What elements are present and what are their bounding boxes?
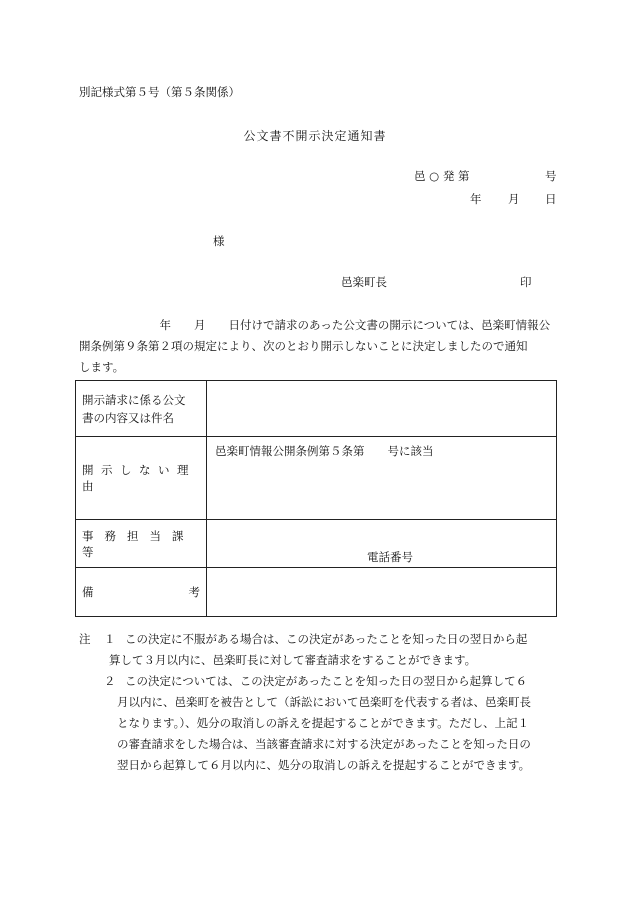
document-number-suffix: 号 xyxy=(545,169,557,183)
note-line: となります。）、処分の取消しの訴えを提起することができます。ただし、上記１ xyxy=(117,716,530,730)
notes-section xyxy=(79,629,559,776)
note-text xyxy=(109,629,559,671)
note-item xyxy=(79,671,559,776)
note-item xyxy=(79,629,559,671)
reason-value-cell xyxy=(207,437,557,520)
document-number-prefix: 邑 ○ 発 第 xyxy=(414,169,470,183)
subject-value-cell xyxy=(207,381,557,437)
reason-header-text: 開示しない理由 xyxy=(82,463,196,493)
office-value-cell xyxy=(207,520,557,568)
notice-body-line: します。 xyxy=(79,360,125,374)
remarks-header-cell xyxy=(76,568,207,617)
table-row xyxy=(76,381,557,437)
office-header-text: 事務担当課等 xyxy=(82,528,195,559)
note-line: 月以内に、邑楽町を被告として（訴訟において邑楽町を代表する者は、邑楽町長 xyxy=(117,695,531,709)
remarks-header-left: 備 xyxy=(82,585,94,599)
subject-header-line xyxy=(82,391,200,409)
seal-mark: 印 xyxy=(520,275,532,289)
date-day: 日 xyxy=(545,192,557,206)
table-row xyxy=(76,568,557,617)
phone-number-label: 電話番号 xyxy=(367,550,413,564)
notes-label: 注 xyxy=(79,632,91,646)
note-number: １ xyxy=(104,632,116,646)
document-title: 公文書不開示決定通知書 xyxy=(243,129,387,143)
note-line: 算して３月以内に、邑楽町長に対して審査請求をすることができます。 xyxy=(109,653,477,667)
note-text xyxy=(117,671,559,776)
date-month: 月 xyxy=(508,192,520,206)
notice-body-line: 開条例第９条第２項の規定により、次のとおり開示しないことに決定しましたので通知 xyxy=(79,339,528,353)
reason-value-text: 邑楽町情報公開条例第５条第 号に該当 xyxy=(215,444,434,458)
form-identifier: 別記様式第５号（第５条関係） xyxy=(79,85,240,99)
table-row xyxy=(76,437,557,520)
addressee-honorific: 様 xyxy=(213,234,225,248)
subject-header-line xyxy=(82,409,200,427)
note-number: ２ xyxy=(104,674,116,688)
notice-details-table xyxy=(75,380,557,617)
note-line: の審査請求をした場合は、当該審査請求に対する決定があったことを知った日の xyxy=(117,737,531,751)
office-header-cell xyxy=(76,520,207,568)
sender-title: 邑楽町長 xyxy=(341,275,387,289)
note-line: この決定に不服がある場合は、この決定があったことを知った日の翌日から起 xyxy=(125,632,528,646)
subject-header-text: 開示請求に係る公文 xyxy=(82,392,186,407)
remarks-header-right: 考 xyxy=(188,585,200,599)
subject-header-cell xyxy=(76,381,207,437)
note-line: 翌日から起算して６月以内に、処分の取消しの訴えを提起することができます。 xyxy=(117,758,531,772)
reason-header-cell xyxy=(76,437,207,520)
notice-body-line: 年 月 日付けで請求のあった公文書の開示については、邑楽町情報公 xyxy=(79,318,551,332)
table-row xyxy=(76,520,557,568)
remarks-value-cell xyxy=(207,568,557,617)
note-line: この決定については、この決定があったことを知った日の翌日から起算して６ xyxy=(125,674,528,688)
date-year: 年 xyxy=(470,192,482,206)
subject-header-text: 書の内容又は件名 xyxy=(82,410,174,425)
notice-body xyxy=(79,315,557,378)
